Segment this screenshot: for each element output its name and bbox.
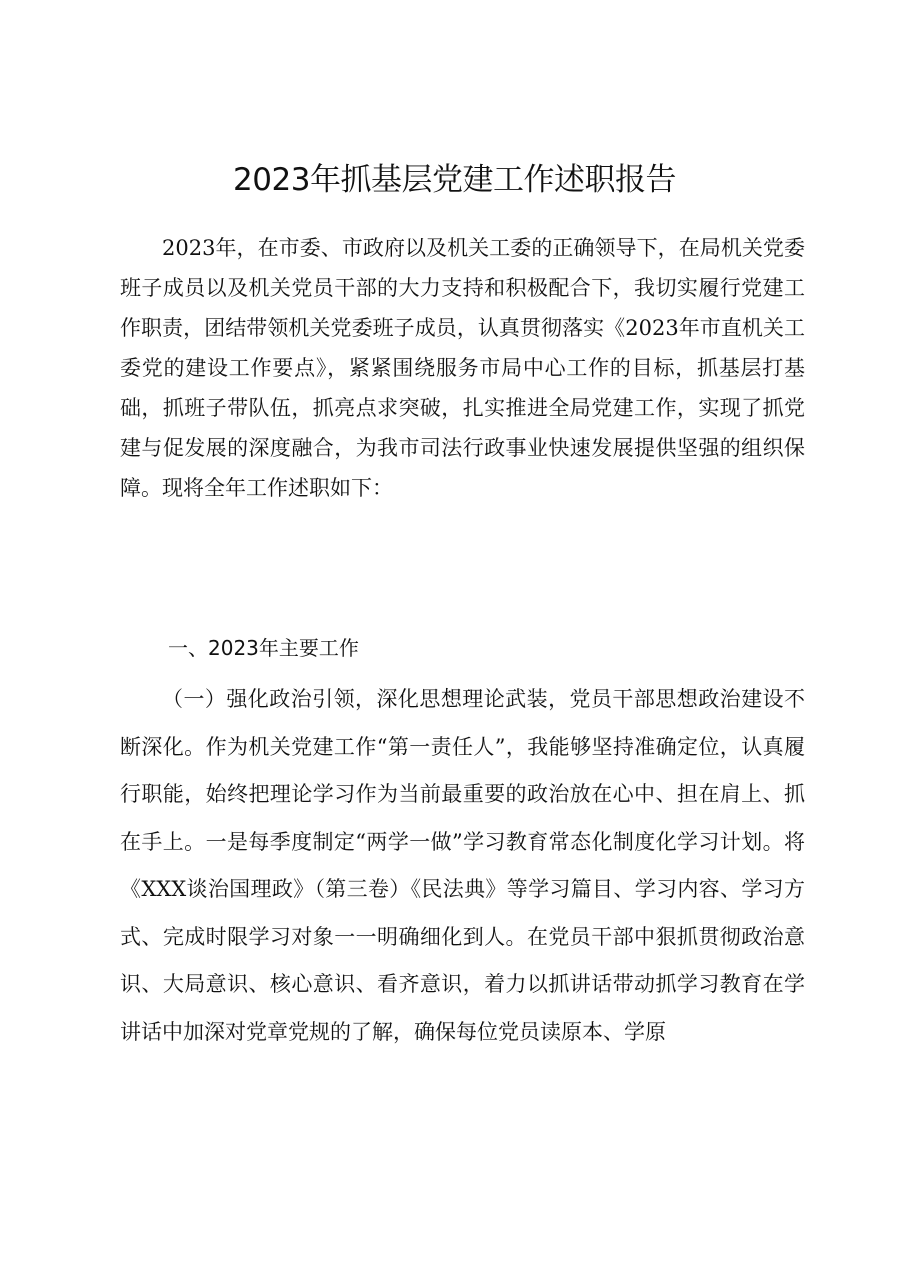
intro-paragraph: 2023年，在市委、市政府以及机关工委的正确领导下，在局机关党委班子成员以及机关党员干部的大力支持和积极配合下，我切实履行党建工作职责，团结带领机关党委班子成员，认真贯彻落实《2023年市直机关工委党的建设工作要点》，紧紧围绕服务市局中心工作的目标，抓基层打基础，抓班子带队伍，抓亮点求突破，扎实推进全局党建工作，实现了抓党建与促发展的深度融合，为我市司法行政事业快速发展提供坚强的组织保障。现将全年工作述职如下： <box>120 236 805 500</box>
section-heading: 一、2023年主要工作 <box>168 636 359 660</box>
section-paragraph: （一）强化政治引领，深化思想理论武装，党员干部思想政治建设不断深化。作为机关党建工作“第一责任人”，我能够坚持准确定位，认真履行职能，始终把理论学习作为当前最重要的政治放在心中、担在肩上、抓在手上。一是每季度制定“两学一做”学习教育常态化制度化学习计划。将《XXX谈治国理政》（第三卷）《民法典》等学习篇目、学习内容、学习方式、完成时限学习对象一一明确细化到人。在党员干部中狠抓贯彻政治意识、大局意识、核心意识、看齐意识，着力以抓讲话带动抓学习教育在学讲话中加深对党章党规的了解，确保每位党员读原本、学原 <box>120 687 805 1044</box>
document-title: 2023年抓基层党建工作述职报告 <box>233 162 676 198</box>
